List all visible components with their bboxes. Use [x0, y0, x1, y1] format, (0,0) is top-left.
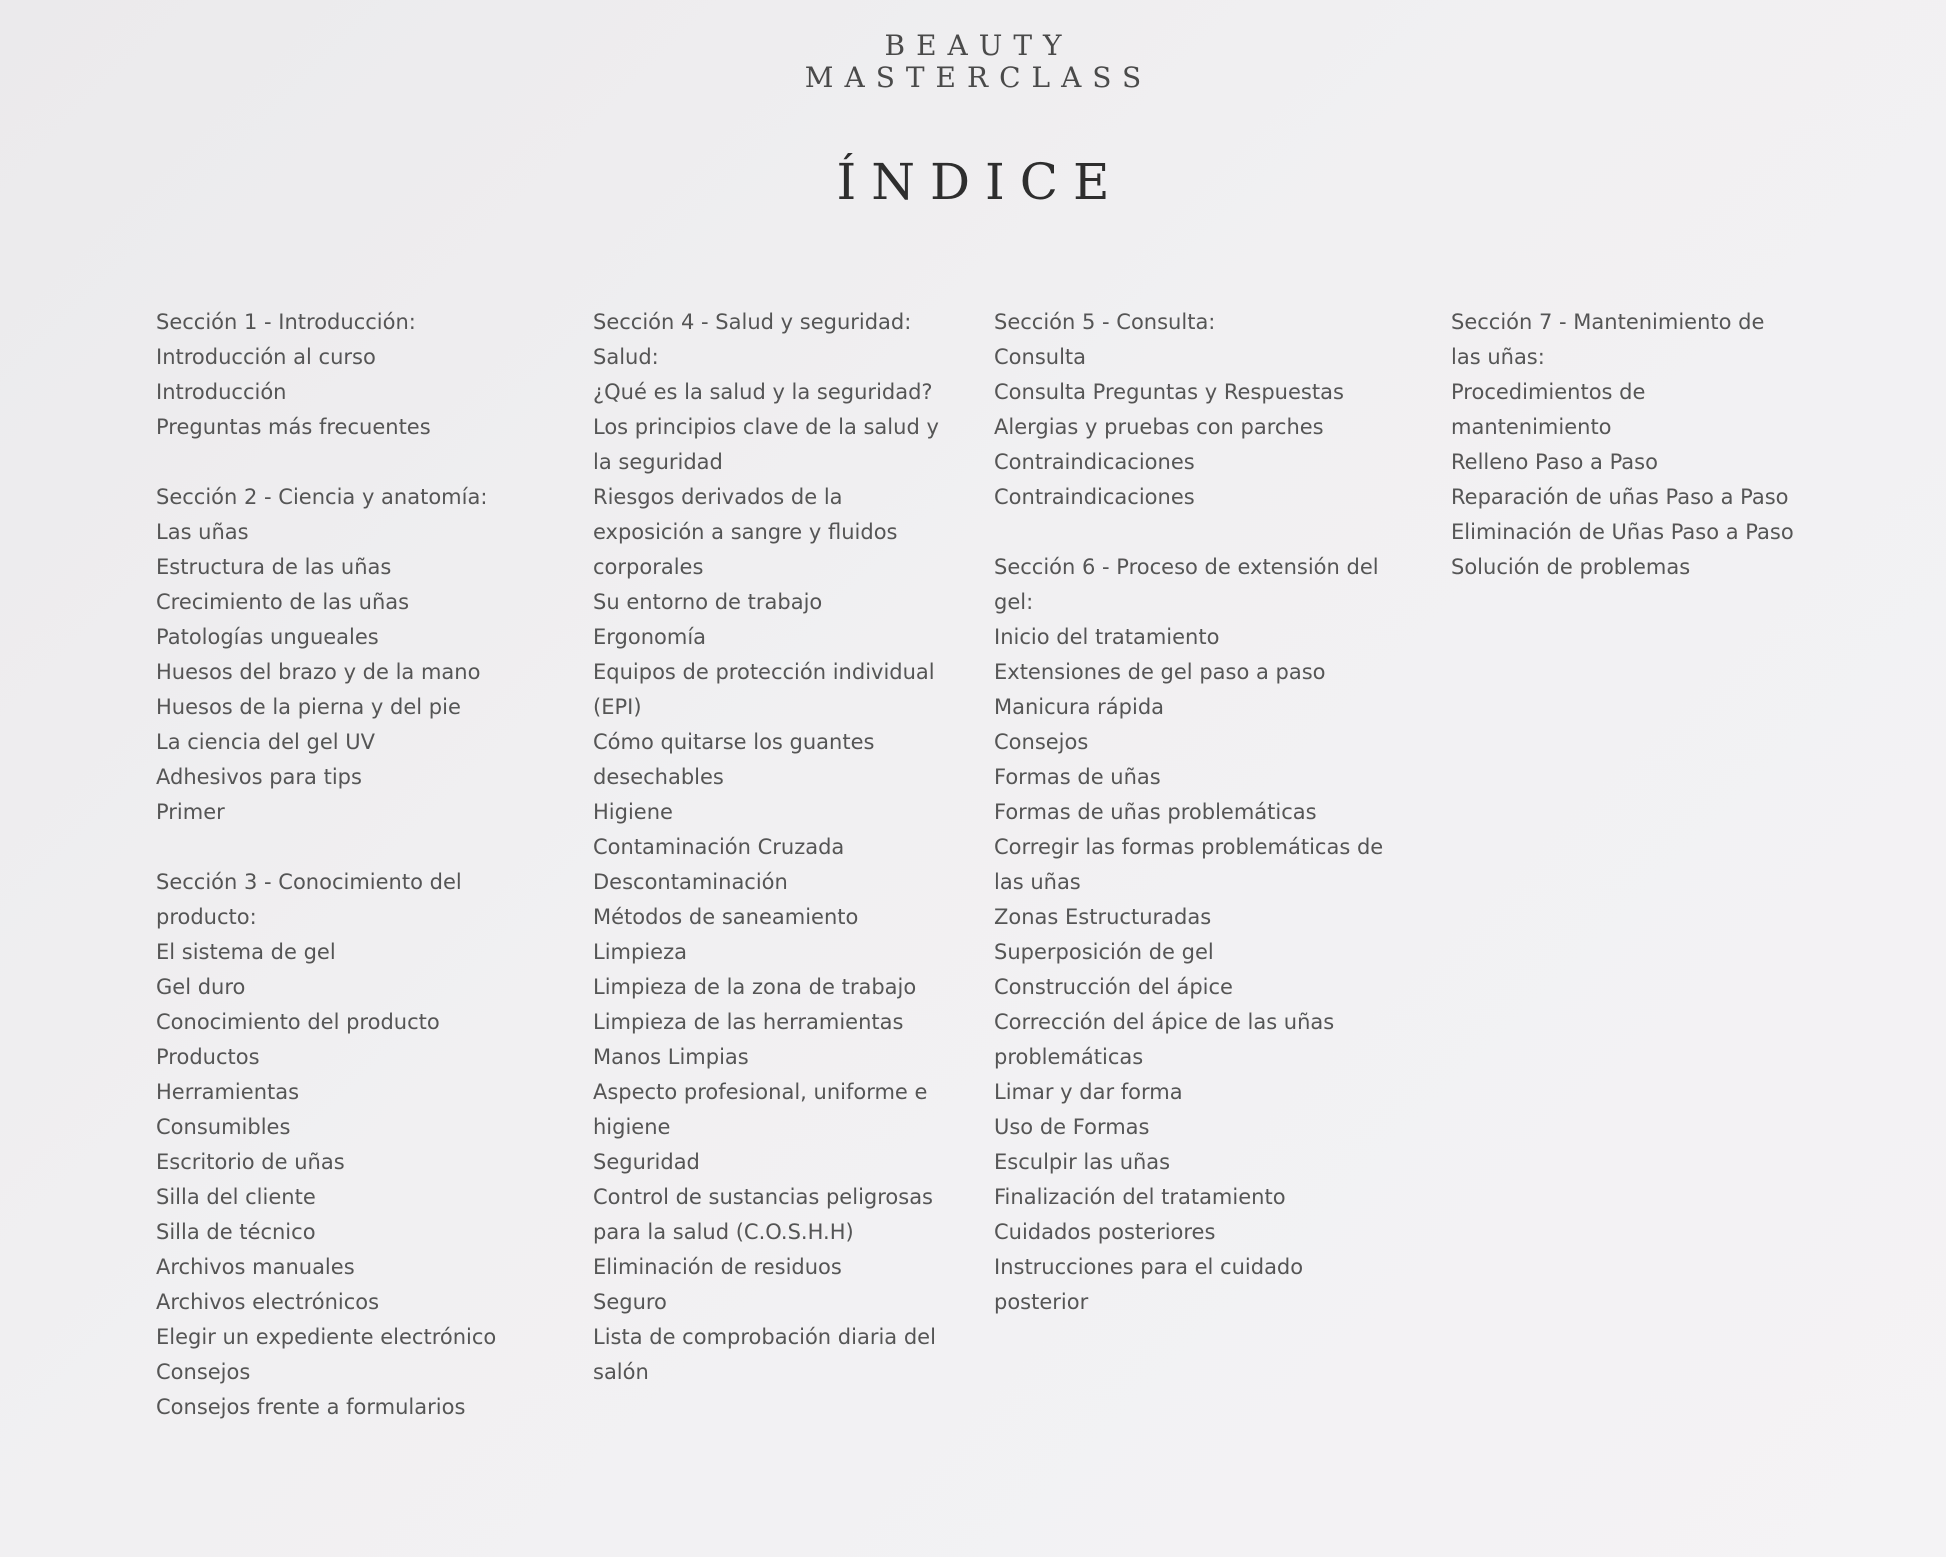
brand-logo [0, 30, 1946, 94]
index-entry: La ciencia del gel UV [156, 730, 376, 754]
index-entry: Limpieza [593, 940, 687, 964]
index-entry: Métodos de saneamiento [593, 905, 859, 929]
index-entry: El sistema de gel [156, 940, 336, 964]
index-entry: salón [593, 1360, 649, 1384]
index-entry: Equipos de protección individual [593, 660, 935, 684]
section-heading: Sección 4 - Salud y seguridad: [593, 310, 912, 334]
index-section [593, 305, 939, 1390]
index-entry: Manicura rápida [994, 695, 1165, 719]
index-entry: Inicio del tratamiento [994, 625, 1220, 649]
index-entry: Cómo quitarse los guantes [593, 730, 875, 754]
index-entry: Alergias y pruebas con parches [994, 415, 1324, 439]
index-entry: Estructura de las uñas [156, 555, 392, 579]
index-entry: Seguro [593, 1290, 667, 1314]
section-heading: Sección 5 - Consulta: [994, 310, 1216, 334]
index-entry: mantenimiento [1451, 415, 1612, 439]
index-entry: ¿Qué es la salud y la seguridad? [593, 380, 933, 404]
index-entry: gel: [994, 590, 1034, 614]
index-entry: Conocimiento del producto [156, 1010, 440, 1034]
index-entry: Archivos manuales [156, 1255, 355, 1279]
section-heading: Sección 3 - Conocimiento del [156, 870, 462, 894]
index-entry: Silla de técnico [156, 1220, 316, 1244]
index-entry: Consejos [156, 1360, 251, 1384]
index-section [156, 865, 496, 1425]
index-entry: corporales [593, 555, 704, 579]
index-entry: Consejos [994, 730, 1089, 754]
index-entry: Eliminación de residuos [593, 1255, 842, 1279]
index-entry: Adhesivos para tips [156, 765, 362, 789]
index-section [156, 480, 496, 830]
index-entry: Salud: [593, 345, 659, 369]
index-entry: Descontaminación [593, 870, 788, 894]
index-entry: Herramientas [156, 1080, 300, 1104]
index-entry: Aspecto profesional, uniforme e [593, 1080, 928, 1104]
index-entry: Contraindicaciones [994, 485, 1195, 509]
index-entry: Gel duro [156, 975, 246, 999]
index-entry: Formas de uñas problemáticas [994, 800, 1317, 824]
index-entry: Uso de Formas [994, 1115, 1150, 1139]
index-entry: producto: [156, 905, 257, 929]
index-entry: higiene [593, 1115, 671, 1139]
section-heading: Sección 1 - Introducción: [156, 310, 416, 334]
section-heading: Sección 7 - Mantenimiento de [1451, 310, 1765, 334]
index-entry: Eliminación de Uñas Paso a Paso [1451, 520, 1794, 544]
index-entry: Consulta [994, 345, 1087, 369]
index-entry: Las uñas [156, 520, 249, 544]
index-entry: Finalización del tratamiento [994, 1185, 1286, 1209]
index-entry: Corrección del ápice de las uñas [994, 1010, 1335, 1034]
index-entry: Ergonomía [593, 625, 707, 649]
page-title: ÍNDICE [836, 153, 1125, 211]
index-entry: posterior [994, 1290, 1089, 1314]
index-column-1 [156, 305, 496, 1460]
index-column-4 [1451, 305, 1794, 620]
index-section [994, 305, 1383, 515]
section-heading: Sección 2 - Ciencia y anatomía: [156, 485, 488, 509]
index-entry: Introducción al curso [156, 345, 376, 369]
index-entry: para la salud (C.O.S.H.H) [593, 1220, 854, 1244]
index-entry: Instrucciones para el cuidado [994, 1255, 1304, 1279]
index-entry: Contaminación Cruzada [593, 835, 845, 859]
index-entry: problemáticas [994, 1045, 1144, 1069]
index-entry: Los principios clave de la salud y [593, 415, 939, 439]
index-column-3 [994, 305, 1383, 1355]
index-entry: Contraindicaciones [994, 450, 1195, 474]
index-entry: Cuidados posteriores [994, 1220, 1216, 1244]
index-entry: Lista de comprobación diaria del [593, 1325, 936, 1349]
index-entry: Huesos de la pierna y del pie [156, 695, 461, 719]
index-entry: Solución de problemas [1451, 555, 1691, 579]
index-entry: Consejos frente a formularios [156, 1395, 466, 1419]
index-entry: Extensiones de gel paso a paso [994, 660, 1326, 684]
index-entry: Corregir las formas problemáticas de [994, 835, 1384, 859]
section-heading: Sección 6 - Proceso de extensión del [994, 555, 1379, 579]
index-entry: Limpieza de las herramientas [593, 1010, 904, 1034]
index-section [994, 550, 1383, 1320]
index-entry: Zonas Estructuradas [994, 905, 1212, 929]
index-entry: Control de sustancias peligrosas [593, 1185, 933, 1209]
index-entry: Reparación de uñas Paso a Paso [1451, 485, 1789, 509]
brand-line-2: MASTERCLASS [804, 61, 1153, 94]
index-entry: Escritorio de uñas [156, 1150, 345, 1174]
index-entry: Construcción del ápice [994, 975, 1233, 999]
index-entry: Relleno Paso a Paso [1451, 450, 1658, 474]
index-entry: Formas de uñas [994, 765, 1161, 789]
index-entry: Patologías ungueales [156, 625, 379, 649]
index-entry: la seguridad [593, 450, 723, 474]
index-entry: desechables [593, 765, 724, 789]
index-entry: las uñas: [1451, 345, 1545, 369]
index-entry: Silla del cliente [156, 1185, 316, 1209]
index-entry: exposición a sangre y fluidos [593, 520, 898, 544]
index-entry: Limar y dar forma [994, 1080, 1183, 1104]
index-entry: Limpieza de la zona de trabajo [593, 975, 917, 999]
index-entry: Preguntas más frecuentes [156, 415, 431, 439]
index-entry: Crecimiento de las uñas [156, 590, 410, 614]
index-entry: Consulta Preguntas y Respuestas [994, 380, 1344, 404]
index-entry: Superposición de gel [994, 940, 1214, 964]
index-entry: Su entorno de trabajo [593, 590, 823, 614]
index-entry: (EPI) [593, 695, 642, 719]
index-entry: Huesos del brazo y de la mano [156, 660, 481, 684]
index-entry: Higiene [593, 800, 673, 824]
index-entry: las uñas [994, 870, 1081, 894]
index-entry: Productos [156, 1045, 260, 1069]
index-entry: Procedimientos de [1451, 380, 1646, 404]
index-entry: Primer [156, 800, 225, 824]
index-entry: Esculpir las uñas [994, 1150, 1171, 1174]
index-section [1451, 305, 1794, 585]
brand-line-1: BEAUTY [884, 29, 1073, 62]
index-entry: Riesgos derivados de la [593, 485, 843, 509]
index-entry: Elegir un expediente electrónico [156, 1325, 497, 1349]
index-column-2 [593, 305, 939, 1425]
index-entry: Manos Limpias [593, 1045, 749, 1069]
index-entry: Archivos electrónicos [156, 1290, 380, 1314]
index-entry: Seguridad [593, 1150, 700, 1174]
index-entry: Consumibles [156, 1115, 291, 1139]
index-section [156, 305, 496, 445]
index-entry: Introducción [156, 380, 287, 404]
